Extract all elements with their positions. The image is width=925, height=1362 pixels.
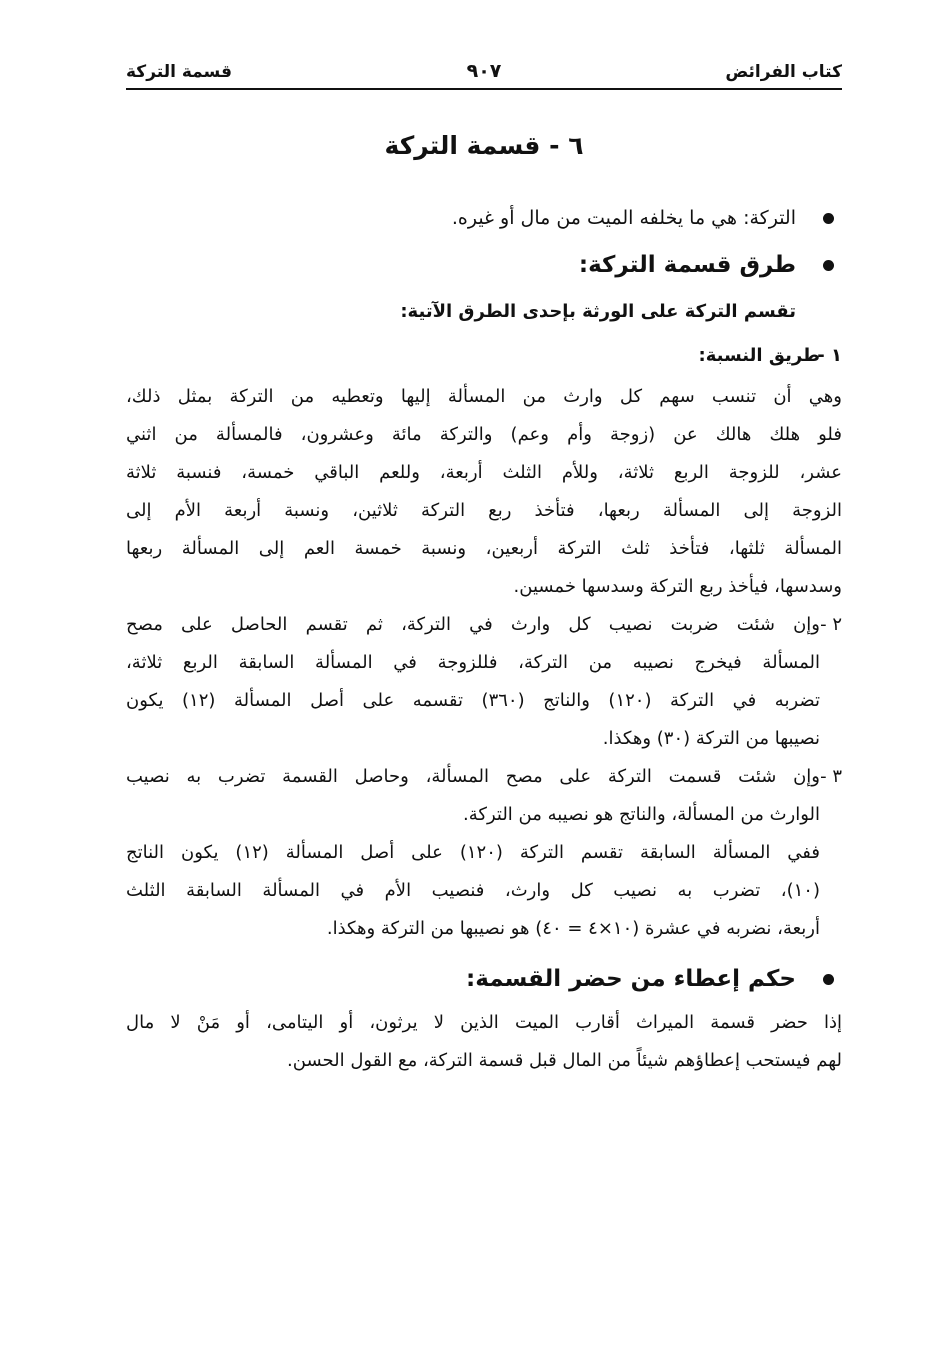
paragraph-line: أربعة، نضربه في عشرة (١٠×٤ = ٤٠) هو نصيبها من التركة وهكذا. (326, 918, 820, 939)
definition-text: التركة: هي ما يخلفه الميت من مال أو غيره. (451, 207, 796, 229)
header-rule (126, 88, 842, 90)
method1-number: ١ - (817, 345, 842, 366)
ruling-heading (126, 954, 842, 1004)
paragraph-line: لهم فيستحب إعطاؤهم شيئاً من المال قبل قسمة التركة، مع القول الحسن. (287, 1050, 842, 1071)
methods-heading (126, 240, 842, 290)
chapter-name: قسمة التركة (384, 131, 541, 160)
paragraph-line: وهي أن تنسب سهم كل وارث من المسألة إليها وتعطيه من التركة بمثل ذلك، (126, 386, 842, 407)
bullet-icon (823, 974, 834, 985)
paragraph-line: وإن شئت ضربت نصيب كل وارث في التركة، ثم تقسم الحاصل على مصح (126, 614, 820, 635)
methods-intro: تقسم التركة على الورثة بإحدى الطرق الآتية: (400, 301, 796, 322)
bullet-icon (823, 213, 834, 224)
chapter-number: ٦ (568, 131, 584, 160)
paragraph-line: الزوجة إلى المسألة ربعها، فتأخذ ربع التركة ثلاثين، ونسبة أربعة الأم إلى (126, 500, 842, 521)
page-header (126, 56, 842, 90)
method2-number: ٢ - (820, 614, 842, 635)
paragraph-line: وسدسها، فيأخذ ربع التركة وسدسها خمسين. (513, 576, 842, 597)
definition-item (126, 196, 842, 240)
page-number: ٩٠٧ (466, 60, 502, 82)
bullet-icon (823, 260, 834, 271)
ruling-paragraph (126, 1004, 842, 1080)
section-title: قسمة التركة (126, 62, 232, 82)
chapter-dash: - (540, 131, 560, 160)
paragraph-line: المسألة ثلثها، فتأخذ ثلث التركة أربعين، ونسبة خمسة العم إلى المسألة ربعها (126, 538, 842, 559)
method2-item (126, 606, 842, 758)
method1-heading (126, 334, 842, 378)
paragraph-line: (١٠)، تضرب به نصيب كل وارث، فنصيب الأم في المسألة السابقة الثلث (126, 880, 820, 901)
method1-heading-text: طريق النسبة: (698, 345, 820, 366)
paragraph-line: نصيبها من التركة (٣٠) وهكذا. (602, 728, 820, 749)
book-title: كتاب الفرائض (725, 62, 842, 82)
method3-number: ٣ - (820, 766, 842, 787)
methods-heading-text: طرق قسمة التركة: (578, 252, 796, 278)
paragraph-line: عشر، للزوجة الربع ثلاثة، وللأم الثلث أربعة، وللعم الباقي خمسة، فنسبة ثلاثة (126, 462, 842, 483)
paragraph-line: ففي المسألة السابقة تقسم التركة (١٢٠) على أصل المسألة (١٢) يكون الناتج (126, 842, 821, 863)
ruling-heading-text: حكم إعطاء من حضر القسمة: (466, 966, 796, 992)
method1-paragraph (126, 378, 842, 606)
method3-item (126, 758, 842, 834)
chapter-title (126, 126, 842, 166)
page-content (126, 196, 842, 1080)
paragraph-line: فلو هلك هالك عن (زوجة وأم وعم) والتركة مائة وعشرون، فالمسألة من اثني (126, 424, 842, 445)
paragraph-line: الوارث من المسألة، والناتج هو نصيبه من التركة. (463, 804, 820, 825)
paragraph-line: وإن شئت قسمت التركة على مصح المسألة، وحاصل القسمة تضرب به نصيب (126, 766, 820, 787)
method3-example (126, 834, 842, 948)
paragraph-line: المسألة فيخرج نصيبه من التركة، فللزوجة في المسألة السابقة الربع ثلاثة، (126, 652, 820, 673)
paragraph-line: تضربه في التركة (١٢٠) والناتج (٣٦٠) تقسمه على أصل المسألة (١٢) يكون (126, 690, 821, 711)
paragraph-line: إذا حضر قسمة الميراث أقارب الميت الذين لا يرثون، أو اليتامى، أو مَنْ لا مال (126, 1012, 842, 1033)
